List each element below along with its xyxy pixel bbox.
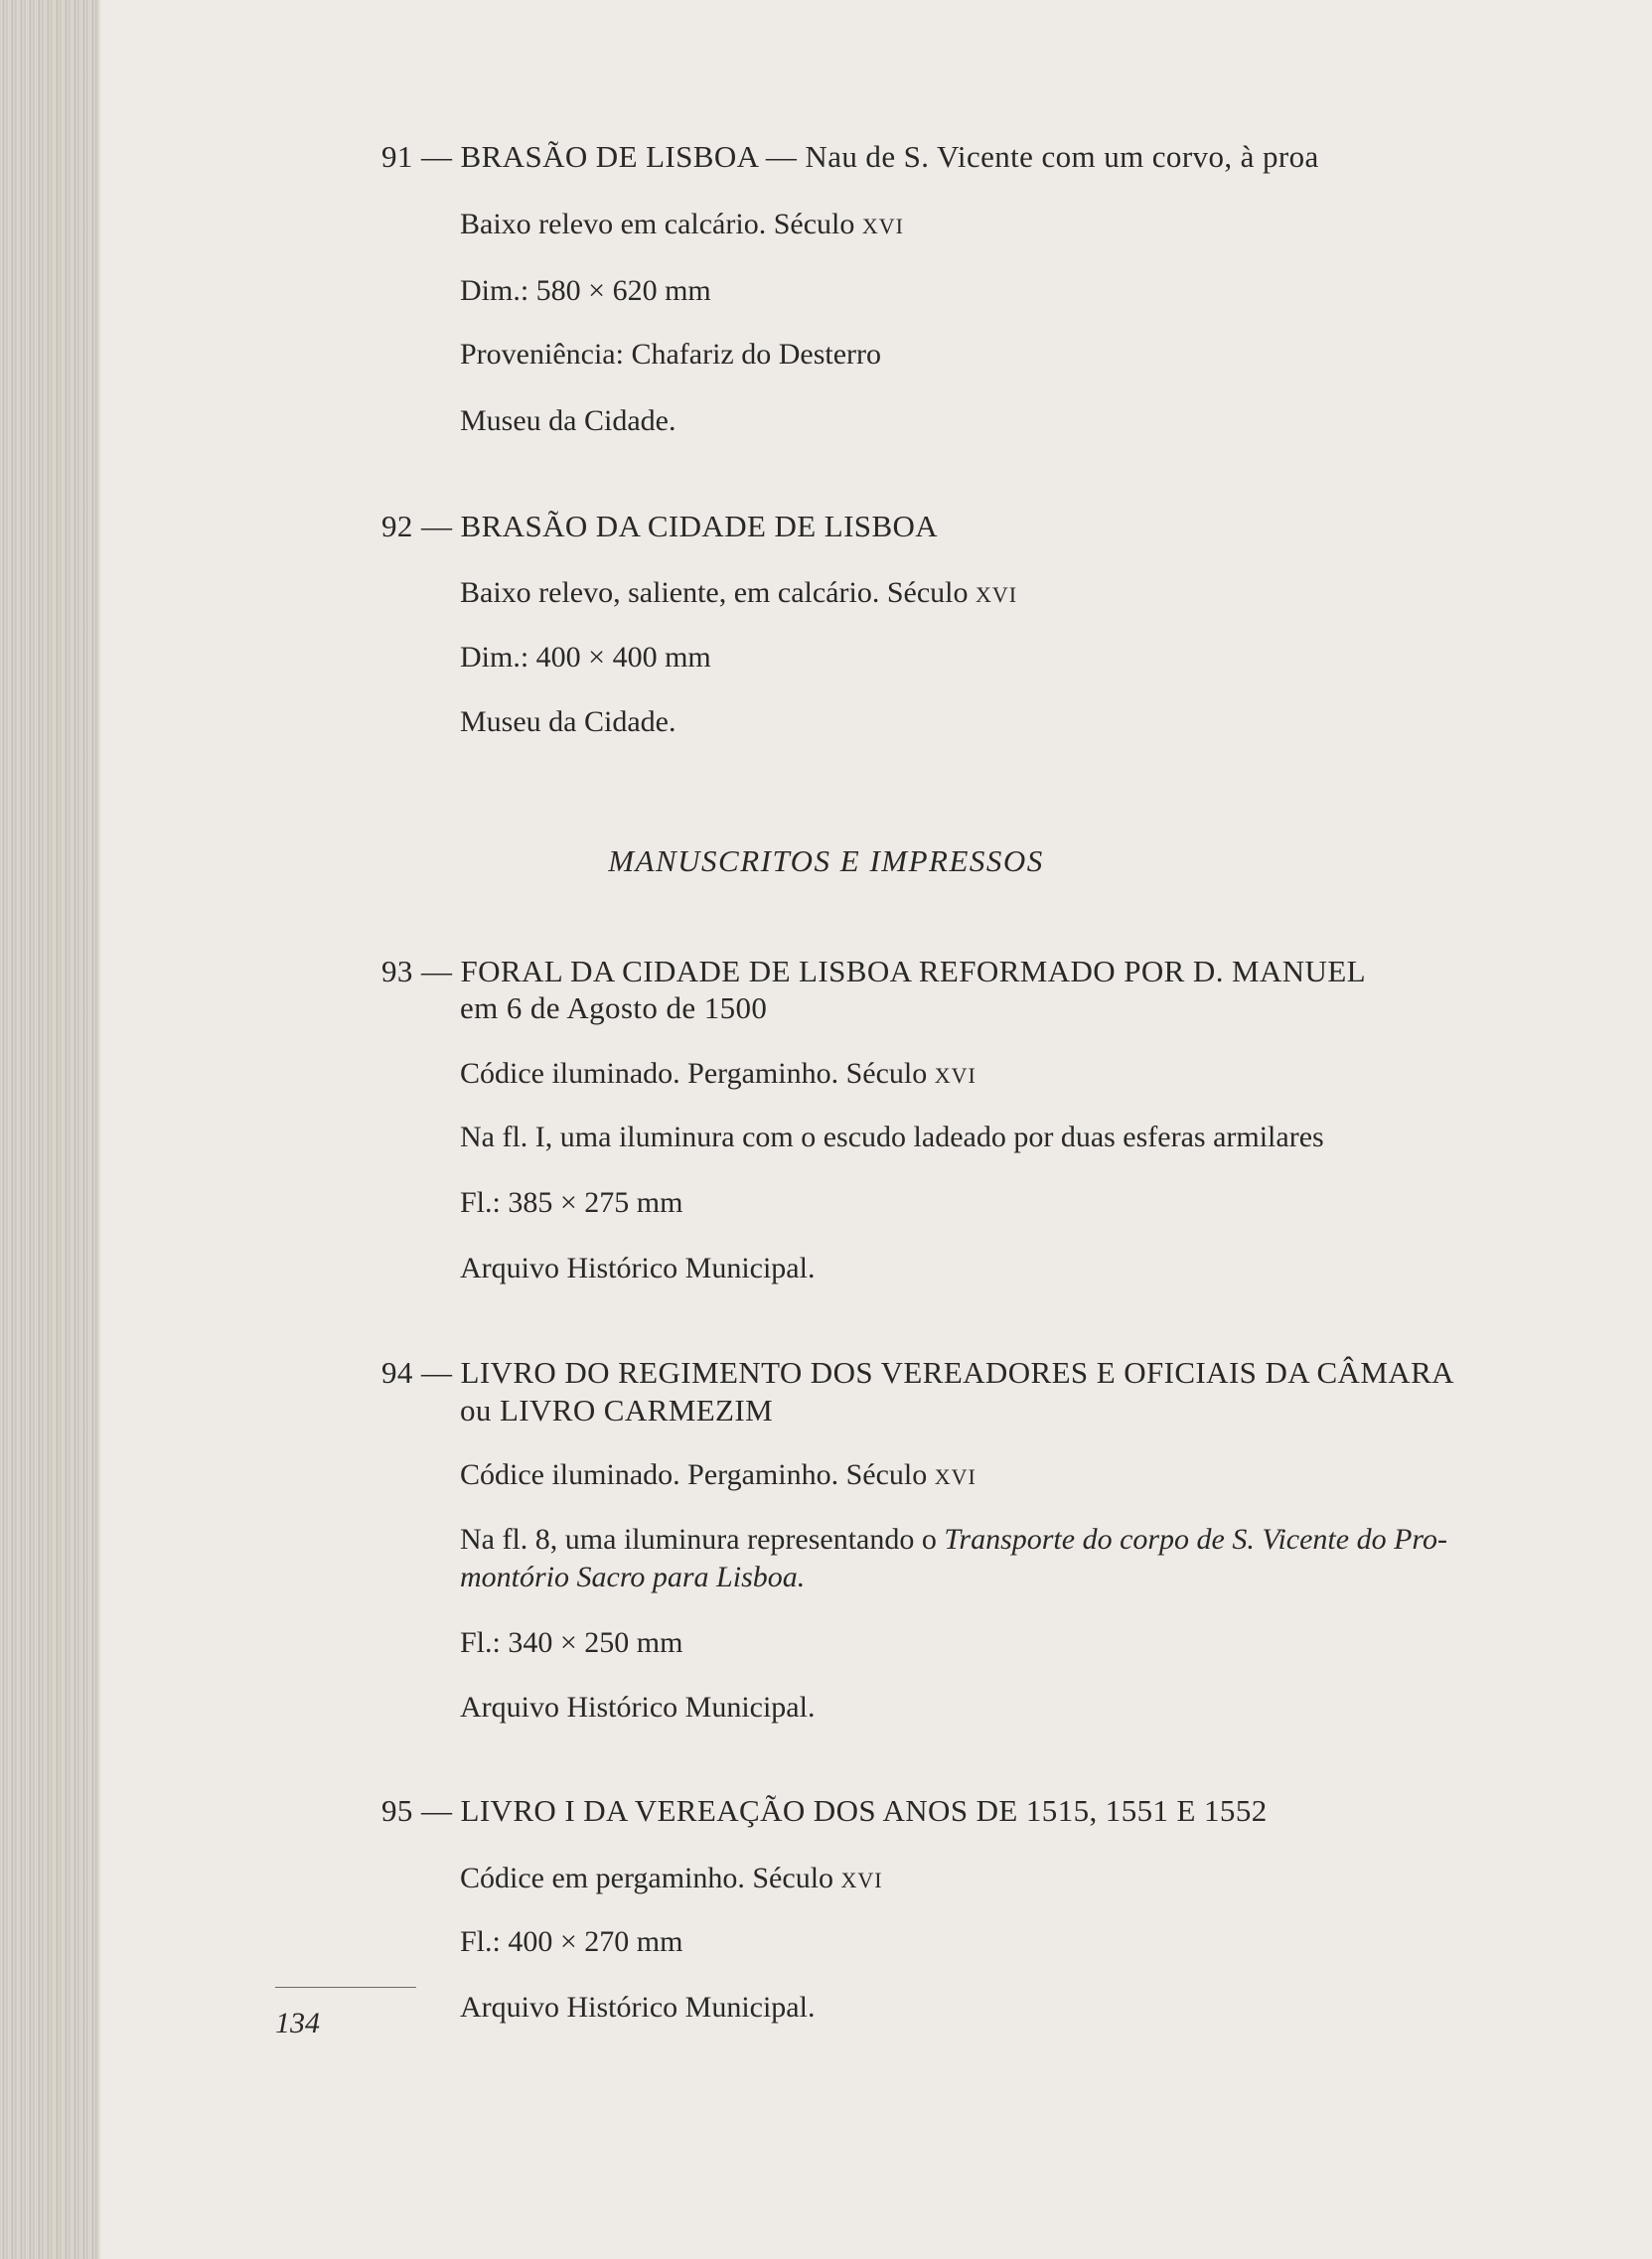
entry-92-location: Museu da Cidade. — [460, 705, 676, 738]
entry-93-heading: 93 — FORAL DA CIDADE DE LISBOA REFORMADO POR D. MANUEL — [381, 954, 1366, 988]
entry-95-dimensions: Fl.: 400 × 270 mm — [460, 1925, 683, 1958]
entry-94-note-cont: montório Sacro para Lisboa. — [460, 1561, 806, 1593]
entry-91-location: Museu da Cidade. — [460, 404, 676, 437]
entry-95-heading: 95 — LIVRO I DA VEREAÇÃO DOS ANOS DE 1515, 1551 E 1552 — [381, 1793, 1268, 1828]
entry-91-dimensions: Dim.: 580 × 620 mm — [460, 274, 711, 307]
entry-93-description: Códice iluminado. Pergaminho. Século XVI — [460, 1057, 976, 1090]
entry-95-description: Códice em pergaminho. Século XVI — [460, 1862, 883, 1894]
entry-91-description: Baixo relevo em calcário. Século XVI — [460, 208, 904, 240]
entry-91-provenance: Proveniência: Chafariz do Desterro — [460, 338, 881, 371]
entry-92-heading: 92 — BRASÃO DA CIDADE DE LISBOA — [381, 509, 939, 543]
entry-94-location: Arquivo Histórico Municipal. — [460, 1691, 816, 1724]
entry-93-heading-cont: em 6 de Agosto de 1500 — [460, 990, 768, 1025]
entry-93-note: Na fl. I, uma iluminura com o escudo ladeado por duas esferas armilares — [460, 1121, 1324, 1153]
entry-92-description: Baixo relevo, saliente, em calcário. Século XVI — [460, 576, 1018, 609]
footer-rule — [275, 1987, 416, 1988]
entry-94-dimensions: Fl.: 340 × 250 mm — [460, 1626, 683, 1659]
entry-94-heading: 94 — LIVRO DO REGIMENTO DOS VEREADORES E OFICIAIS DA CÂMARA — [381, 1355, 1454, 1390]
entry-94-heading-cont: ou LIVRO CARMEZIM — [460, 1393, 774, 1428]
section-title: MANUSCRITOS E IMPRESSOS — [608, 843, 1044, 878]
page-number: 134 — [275, 2007, 320, 2039]
entry-93-location: Arquivo Histórico Municipal. — [460, 1252, 816, 1284]
entry-94-note: Na fl. 8, uma iluminura representando o Transporte do corpo de S. Vicente do Pro- — [460, 1523, 1447, 1556]
entry-95-location: Arquivo Histórico Municipal. — [460, 1991, 816, 2024]
entry-92-dimensions: Dim.: 400 × 400 mm — [460, 641, 711, 674]
entry-93-dimensions: Fl.: 385 × 275 mm — [460, 1186, 683, 1219]
entry-91-heading: 91 — BRASÃO DE LISBOA — Nau de S. Vicente com um corvo, à proa — [381, 139, 1319, 174]
entry-94-description: Códice iluminado. Pergaminho. Século XVI — [460, 1458, 976, 1491]
book-page-edges — [0, 0, 95, 2259]
